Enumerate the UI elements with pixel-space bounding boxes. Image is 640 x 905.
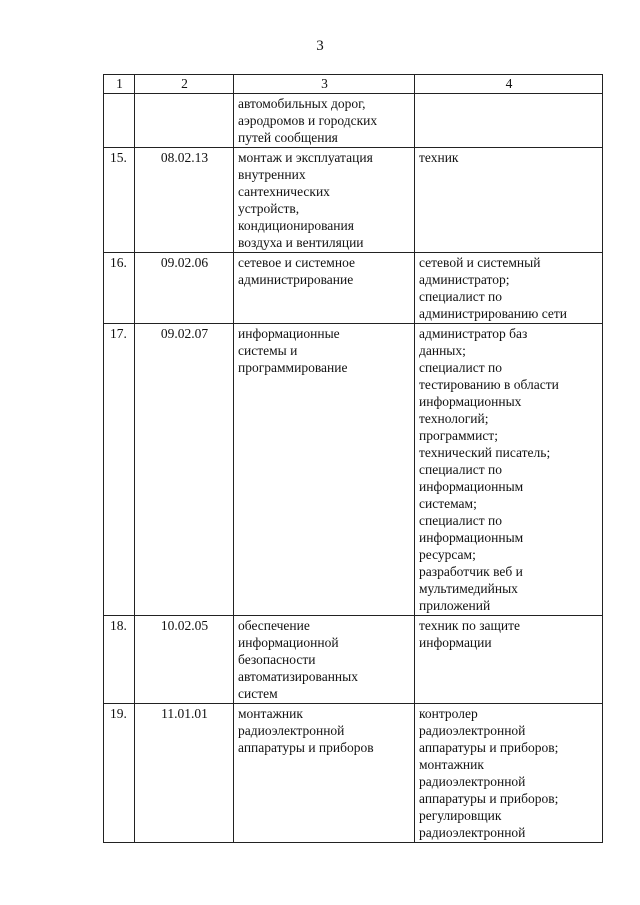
qualification-line: специалист по — [419, 289, 502, 304]
specialty-code: 11.01.01 — [135, 704, 234, 843]
specialty-name-line: информационные — [238, 326, 340, 341]
qualification-line: техник — [419, 150, 459, 165]
row-number: 18. — [104, 616, 135, 704]
qualification-line: регулировщик — [419, 808, 502, 823]
qualification — [415, 94, 603, 148]
qualification-line: монтажник — [419, 757, 484, 772]
specialty-name — [234, 616, 415, 704]
specialty-code: 08.02.13 — [135, 148, 234, 253]
specialty-name-line: внутренних — [238, 167, 306, 182]
specialty-name-line: обеспечение — [238, 618, 310, 633]
qualification-line: мультимедийных — [419, 581, 518, 596]
table-row — [104, 324, 603, 616]
qualification-line: аппаратуры и приборов; — [419, 740, 559, 755]
qualification-line: администратор баз — [419, 326, 528, 341]
qualification-line: тестированию в области — [419, 377, 559, 392]
qualification-line: специалист по — [419, 360, 502, 375]
row-number: 15. — [104, 148, 135, 253]
qualification-line: информации — [419, 635, 492, 650]
qualification-line: администрированию сети — [419, 306, 567, 321]
header-col-2: 2 — [135, 75, 234, 94]
specialty-code — [135, 94, 234, 148]
header-col-4: 4 — [415, 75, 603, 94]
qualification-line: данных; — [419, 343, 466, 358]
specialty-name-line: радиоэлектронной — [238, 723, 345, 738]
table-header-row — [104, 75, 603, 94]
qualification-line: программист; — [419, 428, 498, 443]
qualification-line: ресурсам; — [419, 547, 476, 562]
specialties-table — [103, 74, 603, 843]
table-row — [104, 148, 603, 253]
specialty-name-line: автомобильных дорог, — [238, 96, 366, 111]
qualification-line: технический писатель; — [419, 445, 551, 460]
specialty-code: 09.02.06 — [135, 253, 234, 324]
specialty-name-line: программирование — [238, 360, 348, 375]
table-body — [104, 94, 603, 843]
specialty-name-line: устройств, — [238, 201, 300, 216]
specialty-code: 09.02.07 — [135, 324, 234, 616]
page-number: 3 — [316, 38, 324, 54]
specialty-name-line: системы и — [238, 343, 298, 358]
specialty-name — [234, 253, 415, 324]
qualification-line: аппаратуры и приборов; — [419, 791, 559, 806]
specialty-name — [234, 94, 415, 148]
header-col-3: 3 — [234, 75, 415, 94]
specialty-name — [234, 704, 415, 843]
specialty-name — [234, 148, 415, 253]
qualification — [415, 148, 603, 253]
specialty-name-line: информационной — [238, 635, 339, 650]
qualification-line: сетевой и системный — [419, 255, 541, 270]
table-row — [104, 253, 603, 324]
row-number: 17. — [104, 324, 135, 616]
specialty-name-line: автоматизированных — [238, 669, 358, 684]
qualification-line: информационных — [419, 394, 522, 409]
specialty-code: 10.02.05 — [135, 616, 234, 704]
row-number — [104, 94, 135, 148]
header-col-1: 1 — [104, 75, 135, 94]
qualification-line: техник по защите — [419, 618, 521, 633]
qualification-line: системам; — [419, 496, 477, 511]
specialty-name-line: кондиционирования — [238, 218, 354, 233]
qualification-line: радиоэлектронной — [419, 825, 526, 840]
table-row — [104, 616, 603, 704]
row-number: 19. — [104, 704, 135, 843]
specialty-name-line: систем — [238, 686, 278, 701]
specialty-name-line: монтаж и эксплуатация — [238, 150, 373, 165]
specialty-name-line: аппаратуры и приборов — [238, 740, 374, 755]
qualification-line: радиоэлектронной — [419, 723, 526, 738]
specialty-name-line: путей сообщения — [238, 130, 338, 145]
qualification — [415, 253, 603, 324]
qualification-line: радиоэлектронной — [419, 774, 526, 789]
row-number: 16. — [104, 253, 135, 324]
qualification-line: контролер — [419, 706, 478, 721]
qualification-line: информационным — [419, 479, 524, 494]
specialty-name-line: воздуха и вентиляции — [238, 235, 364, 250]
qualification — [415, 324, 603, 616]
qualification-line: технологий; — [419, 411, 489, 426]
qualification — [415, 616, 603, 704]
qualification-line: специалист по — [419, 513, 502, 528]
specialty-name-line: сантехнических — [238, 184, 330, 199]
qualification-line: разработчик веб и — [419, 564, 523, 579]
table-row — [104, 704, 603, 843]
qualification-line: приложений — [419, 598, 491, 613]
qualification-line: администратор; — [419, 272, 510, 287]
qualification — [415, 704, 603, 843]
qualification-line: специалист по — [419, 462, 502, 477]
specialty-name — [234, 324, 415, 616]
specialty-name-line: безопасности — [238, 652, 316, 667]
specialty-name-line: монтажник — [238, 706, 303, 721]
table-row — [104, 94, 603, 148]
specialty-name-line: администрирование — [238, 272, 354, 287]
specialty-name-line: аэродромов и городских — [238, 113, 378, 128]
qualification-line: информационным — [419, 530, 524, 545]
specialty-name-line: сетевое и системное — [238, 255, 355, 270]
